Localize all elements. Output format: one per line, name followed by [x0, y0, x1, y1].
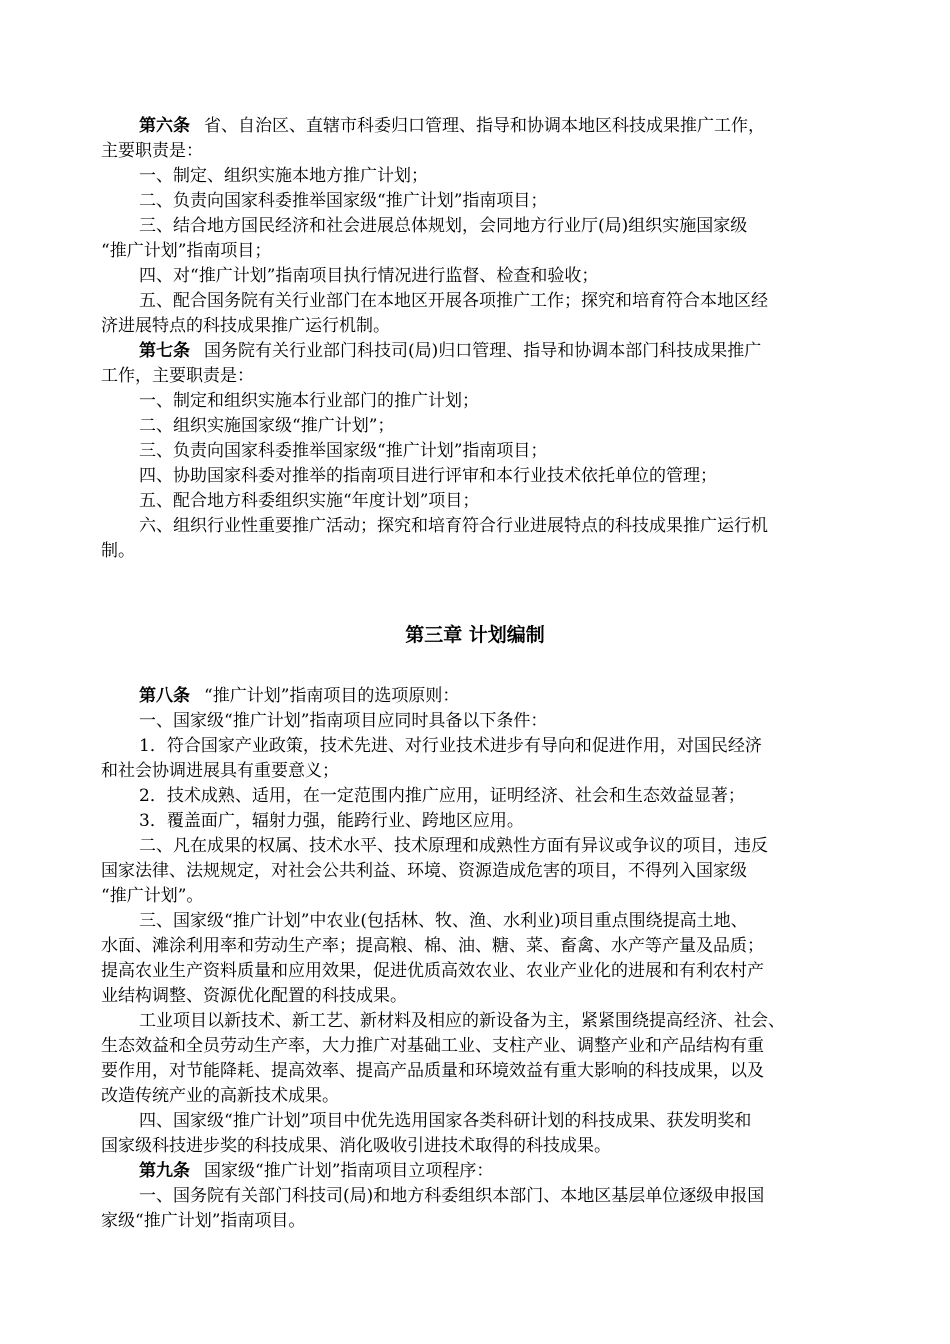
article-7-item: 二、组织实施国家级“推广计划”； [139, 416, 395, 436]
article-8-heading-line [139, 684, 859, 708]
article-8-line: 提高农业生产资料质量和应用效果，促进优质高效农业、农业产业化的进展和有利农村产 [101, 961, 764, 981]
article-7-item: 四、协助国家科委对推举的指南项目进行评审和本行业技术依托单位的管理； [139, 466, 717, 486]
article-8-line: 要作用，对节能降耗、提高效率、提高产品质量和环境效益有重大影响的科技成果，以及 [101, 1061, 764, 1081]
article-8-line: 2．技术成熟、适用，在一定范围内推广应用，证明经济、社会和生态效益显著； [139, 786, 745, 806]
article-6-heading-line [139, 114, 859, 138]
article-6-item: 三、结合地方国民经济和社会进展总体规划，会同地方行业厅(局)组织实施国家级 [139, 216, 748, 236]
article-8-line: 3．覆盖面广，辐射力强，能跨行业、跨地区应用。 [139, 811, 524, 831]
article-8-line: “推广计划”。 [101, 886, 204, 906]
article-9-label: 第九条 [139, 1161, 190, 1181]
article-6-text: 省、自治区、直辖市科委归口管理、指导和协调本地区科技成果推广工作， [204, 116, 765, 136]
article-8-line: 改造传统产业的高新技术成果。 [101, 1086, 339, 1106]
article-9-line: 家级“推广计划”指南项目。 [101, 1211, 306, 1231]
article-6-continuation: 主要职责是： [101, 141, 203, 161]
article-8-line: 二、凡在成果的权属、技术水平、技术原理和成熟性方面有异议或争议的项目，违反 [139, 836, 768, 856]
article-9-text: 国家级“推广计划”指南项目立项程序： [204, 1161, 494, 1181]
article-6-item: 五、配合国务院有关行业部门在本地区开展各项推广工作；探究和培育符合本地区经 [139, 291, 768, 311]
article-7-heading-line [139, 339, 859, 363]
article-8-line: 一、国家级“推广计划”指南项目应同时具备以下条件： [139, 711, 548, 731]
article-7-continuation: 工作，主要职责是： [101, 366, 254, 386]
article-9-heading-line [139, 1159, 859, 1183]
article-8-line: 国家法律、法规规定，对社会公共利益、环境、资源造成危害的项目，不得列入国家级 [101, 861, 747, 881]
article-8-line: 三、国家级“推广计划”中农业(包括林、牧、渔、水利业)项目重点围绕提高土地、 [139, 911, 748, 931]
article-6-item: 一、制定、组织实施本地方推广计划； [139, 166, 428, 186]
article-7-item: 一、制定和组织实施本行业部门的推广计划； [139, 391, 479, 411]
article-8-line: 生态效益和全员劳动生产率，大力推广对基础工业、支柱产业、调整产业和产品结构有重 [101, 1036, 764, 1056]
article-7-text: 国务院有关行业部门科技司(局)归口管理、指导和协调本部门科技成果推广 [204, 341, 762, 361]
article-6-item-continuation: 济进展特点的科技成果推广运行机制。 [101, 316, 390, 336]
article-7-item-continuation: 制。 [101, 541, 135, 561]
article-8-line: 四、国家级“推广计划”项目中优先选用国家各类科研计划的科技成果、获发明奖和 [139, 1111, 752, 1131]
article-8-line: 水面、滩涂利用率和劳动生产率；提高粮、棉、油、糖、菜、畜禽、水产等产量及品质； [101, 936, 764, 956]
article-7-item: 六、组织行业性重要推广活动；探究和培育符合行业进展特点的科技成果推广运行机 [139, 516, 768, 536]
article-8-line: 1．符合国家产业政策，技术先进、对行业技术进步有导向和促进作用，对国民经济 [139, 736, 762, 756]
article-6-item: 二、负责向国家科委推举国家级“推广计划”指南项目； [139, 191, 548, 211]
article-7-label: 第七条 [139, 341, 190, 361]
article-7-item: 五、配合地方科委组织实施“年度计划”项目； [139, 491, 480, 511]
article-8-line: 国家级科技进步奖的科技成果、消化吸收引进技术取得的科技成果。 [101, 1136, 611, 1156]
article-6-label: 第六条 [139, 116, 190, 136]
article-6-item-continuation: “推广计划”指南项目； [101, 241, 272, 261]
article-8-line: 业结构调整、资源优化配置的科技成果。 [101, 986, 407, 1006]
article-8-line: 和社会协调进展具有重要意义； [101, 761, 339, 781]
article-7-item: 三、负责向国家科委推举国家级“推广计划”指南项目； [139, 441, 548, 461]
article-8-label: 第八条 [139, 686, 190, 706]
article-9-line: 一、国务院有关部门科技司(局)和地方科委组织本部门、本地区基层单位逐级申报国 [139, 1186, 765, 1206]
chapter-title: 第三章 计划编制 [405, 624, 545, 646]
article-6-item: 四、对“推广计划”指南项目执行情况进行监督、检查和验收； [139, 266, 599, 286]
article-8-line: 工业项目以新技术、新工艺、新材料及相应的新设备为主，紧紧围绕提高经济、社会、 [139, 1011, 785, 1031]
article-8-text: “推广计划”指南项目的选项原则： [204, 686, 460, 706]
